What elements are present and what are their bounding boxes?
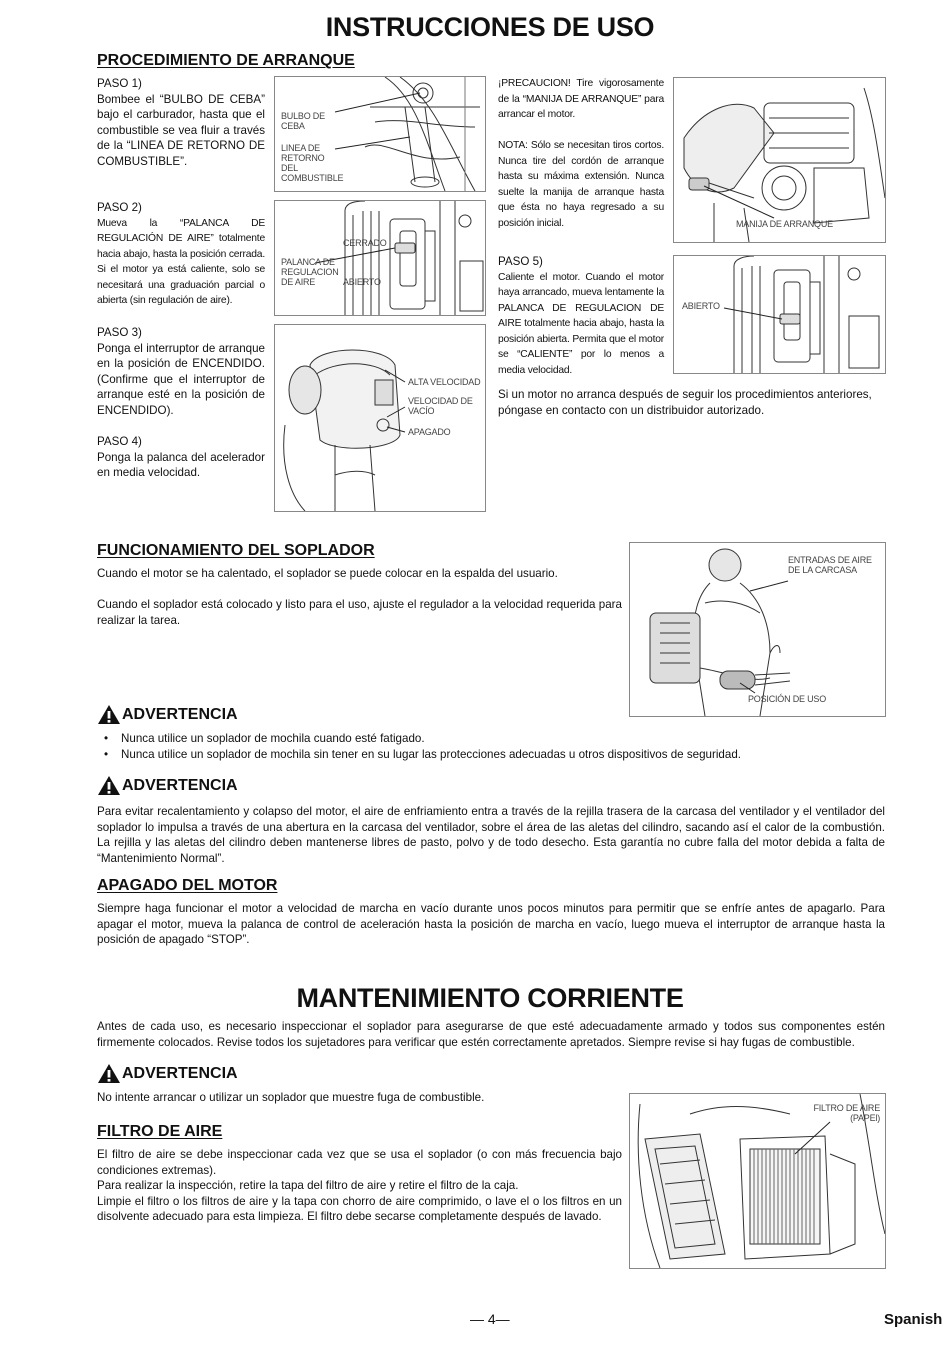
paso3-title: PASO 3) [97,326,142,339]
maintenance-title: MANTENIMIENTO CORRIENTE [296,983,684,1013]
section-heading-funcionamiento: FUNCIONAMIENTO DEL SOPLADOR [97,542,375,559]
filtro-text [97,1147,622,1225]
page-title: INSTRUCCIONES DE USO [325,12,655,42]
fig2-label-palanca: PALANCA DE REGULACION DE AIRE [281,257,339,287]
advertencia2-heading [97,775,238,796]
paso2-title: PASO 2) [97,201,142,214]
paso2-block [97,200,265,309]
warning-icon [97,775,121,796]
funcionamiento-p2: Cuando el soplador está colocado y listo para el uso, ajuste el regulador a la velocidad requerida para realizar la tarea. [97,598,622,627]
fig1-label-bulbo: BULBO DE CEBA [281,111,325,131]
warning-icon [97,704,121,725]
section-heading-filtro: FILTRO DE AIRE [97,1123,223,1140]
paso3-block [97,325,265,418]
funcionamiento-p1: Cuando el motor se ha calentado, el soplador se puede colocar en la espalda del usuario. [97,567,558,580]
section-heading-arranque: PROCEDIMIENTO DE ARRANQUE [97,52,355,69]
paso5-title: PASO 5) [498,255,543,268]
fig3-label-vacio: VELOCIDAD DE VACÍO [408,396,473,416]
filtro-line1: El filtro de aire se debe inspeccionar cada vez que se usa el soplador (o con más frecuencia bajo condiciones extremas). [97,1148,622,1177]
figure-throttle-switch [274,324,486,512]
advertencia3-heading [97,1063,238,1084]
starter-handle-illustration [674,78,885,242]
paso4-block [97,434,265,481]
advertencia1-heading [97,704,238,725]
fig-label-filtro: FILTRO DE AIRE (PAPEl) [813,1103,880,1123]
advertencia1-list [97,731,887,762]
figure-choke-lever [274,200,486,316]
nota-text: NOTA: Sólo se necesitan tiros cortos. Nunca tire del cordón de arranque hasta su máxima extensión. Nunca suelte la manija de arranque hasta que ésta no haya regresado a su posición inicial. [498,140,664,229]
paso1-title: PASO 1) [97,77,142,90]
list-item: • Nunca utilice un soplador de mochila sin tener en su lugar las protecciones adecuadas u otros dispositivos de seguridad. [97,747,887,763]
section-heading-apagado: APAGADO DEL MOTOR [97,877,278,894]
fig5-label-abierto: ABIERTO [682,301,720,311]
choke-open-illustration [674,256,885,373]
paso5-text: Caliente el motor. Cuando el motor haya arrancado, mueva lentamente la PALANCA DE REGULACION DE AIRE totalmente hacia abajo, hasta la posición abierta. Permita que el motor se “CALIENTE” por lo menos a media velocidad. [498,271,664,377]
paso2-text: Mueva la “PALANCA DE REGULACIÓN DE AIRE” totalmente hacia abajo, hasta la posición cerrada. Si el motor ya está caliente, solo se necesitará una graduación parcial o abierta (sin regulación de aire). [97,217,265,307]
fig-label-entradas: ENTRADAS DE AIRE DE LA CARCASA [788,555,872,575]
mantenimiento-text: Antes de cada uso, es necesario inspeccionar el soplador para asegurarse de que esté adecuadamente armado y todos sus componentes estén firmemente colocados. Revise todos los sujetadores para verificar que estén correctamente apretados. Siempre revise si hay fugas de combustible. [97,1020,885,1049]
precaucion-text: ¡PRECAUCION! Tire vigorosamente de la “MANIJA DE ARRANQUE” para arrancar el motor. [498,78,664,121]
figure-starter-handle [673,77,886,243]
advertencia2-text: Para evitar recalentamiento y colapso del motor, el aire de enfriamiento entra a través de la rejilla trasera de la carcasa del ventilador y el ventilador del soplador lo impulsa a través de una abertura en la carcasa del ventilador, sobre el área de las aletas del cilindro, sacando así el calor de la combustión. La rejilla y las aletas del cilindro deben mantenerse libres de pasto, polvo y de todo desecho. Esta garantía no cubre falla del motor debida a falta de “Mantenimiento Normal”. [97,805,885,865]
fig4-label-manija: MANIJA DE ARRANQUE [736,219,833,229]
si-no-arranca-text: Si un motor no arranca después de seguir los procedimientos anteriores, póngase en contacto con un distribuidor autorizado. [498,388,872,417]
figure-choke-open [673,255,886,374]
advertencia3-title: ADVERTENCIA [122,1064,238,1082]
fig3-label-alta: ALTA VELOCIDAD [408,377,481,387]
filtro-line2: Para realizar la inspección, retire la tapa del filtro de aire y retire el filtro de la caja. [97,1179,519,1192]
fig3-label-apagado: APAGADO [408,427,451,437]
language-label: Spanish [884,1311,943,1328]
fig-label-posicion: POSICIÓN DE USO [748,694,827,704]
throttle-switch-illustration [275,325,485,511]
fig2-label-abierto: ABIERTO [343,277,381,287]
figure-operating-position [629,542,886,717]
figure-air-filter [629,1093,886,1269]
advertencia2-title: ADVERTENCIA [122,776,238,794]
paso4-text: Ponga la palanca del acelerador en media velocidad. [97,450,265,479]
paso4-title: PASO 4) [97,435,142,448]
paso3-text: Ponga el interruptor de arranque en la posición de ENCENDIDO. (Confirme que el interruptor de arranque esté en la posición de ENCENDIDO). [97,341,265,417]
advertencia1-title: ADVERTENCIA [122,705,238,723]
warning-icon [97,1063,121,1084]
filtro-line3: Limpie el filtro o los filtros de aire y la tapa con chorro de aire comprimido, o lave el o los filtros en un disolvente adecuado para esta limpieza. El filtro debe secarse completamente después de lavado. [97,1194,622,1223]
paso1-text: Bombee el “BULBO DE CEBA” bajo el carburador, hasta que el combustible se vea fluir a través de la “LINEA DE RETORNO DE COMBUSTIBLE”. [97,92,265,168]
apagado-text: Siempre haga funcionar el motor a velocidad de marcha en vacío durante unos pocos minutos para permitir que se enfríe antes de apagarlo. Para apagar el motor, mueva la palanca de control de aceleración hasta la posición de marcha en vacío, luego mueva el interruptor de arranque hasta la posición de apagado “STOP”. [97,902,885,946]
page-number: — 4— [470,1311,510,1327]
paso5-block [498,254,664,379]
fig2-label-cerrado: CERRADO [343,238,387,248]
paso1-block [97,76,265,169]
figure-primer-bulb [274,76,486,192]
fig1-label-linea: LINEA DE RETORNO DEL COMBUSTIBLE [281,143,344,183]
advertencia3-text: No intente arrancar o utilizar un soplador que muestre fuga de combustible. [97,1091,485,1104]
list-item: • Nunca utilice un soplador de mochila cuando esté fatigado. [97,731,887,747]
